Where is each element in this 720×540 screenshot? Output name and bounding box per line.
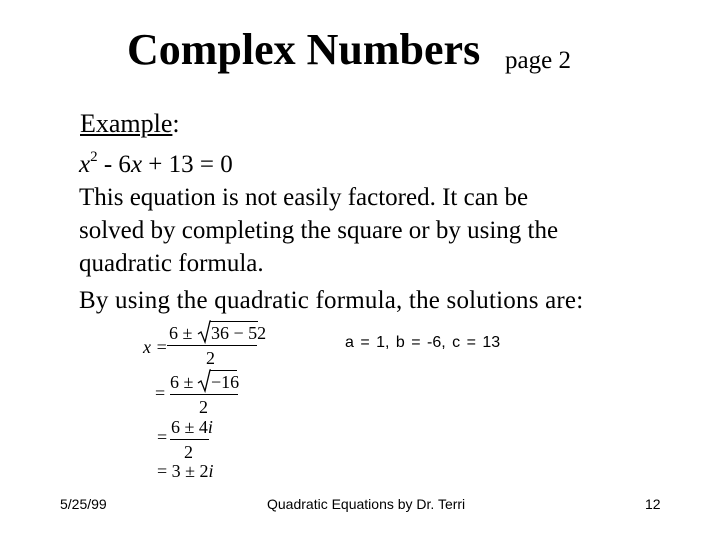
eq-minus: - 6 [97, 151, 131, 178]
body-line-2: solved by completing the square or by using the [79, 217, 559, 244]
eq-rest: + 13 = 0 [142, 151, 233, 178]
step3-numerator: 6 ± 4i [171, 417, 213, 437]
step1-radical-bar [210, 321, 258, 322]
step2-equals: = [155, 383, 166, 403]
equation-line [79, 150, 233, 177]
step2-radicand: −16 [211, 372, 240, 392]
step1-radicand: 36 − 52 [211, 323, 267, 343]
footer-date: 5/25/99 [60, 496, 107, 512]
body-line-4: By using the quadratic formula, the solutions are: [79, 287, 584, 314]
step1-fraction-bar [167, 345, 257, 346]
page-title: Complex Numbers [127, 25, 481, 74]
example-colon: : [172, 109, 180, 138]
step1-radical-sign [197, 320, 211, 344]
body-line-3: quadratic formula. [79, 250, 264, 277]
example-label: Example [80, 109, 173, 138]
footer-title: Quadratic Equations by Dr. Terri [267, 496, 466, 512]
step1-numerator-prefix: 6 ± [169, 323, 193, 343]
coefficients-text: a = 1, b = -6, c = 13 [345, 334, 501, 351]
page-subtitle: page 2 [505, 47, 571, 74]
step3-fraction-bar [170, 439, 209, 440]
step2-denominator: 2 [199, 397, 208, 417]
step2-radical-bar [210, 370, 237, 371]
body-line-1: This equation is not easily factored. It can be [79, 184, 529, 211]
step2-radical-sign [197, 369, 211, 393]
step3-denominator: 2 [184, 442, 193, 462]
step1-denominator: 2 [206, 348, 215, 368]
eq-x2: x [130, 151, 143, 178]
eq-exponent: 2 [90, 149, 98, 165]
footer-page-number: 12 [645, 496, 661, 512]
step2-numerator-prefix: 6 ± [170, 372, 194, 392]
final-result: = 3 ± 2i [157, 461, 214, 481]
step2-fraction-bar [170, 394, 238, 395]
step3-equals: = [157, 427, 168, 447]
eq-x: x [79, 151, 91, 178]
example-heading [80, 110, 180, 139]
x-equals: x = [143, 337, 168, 357]
